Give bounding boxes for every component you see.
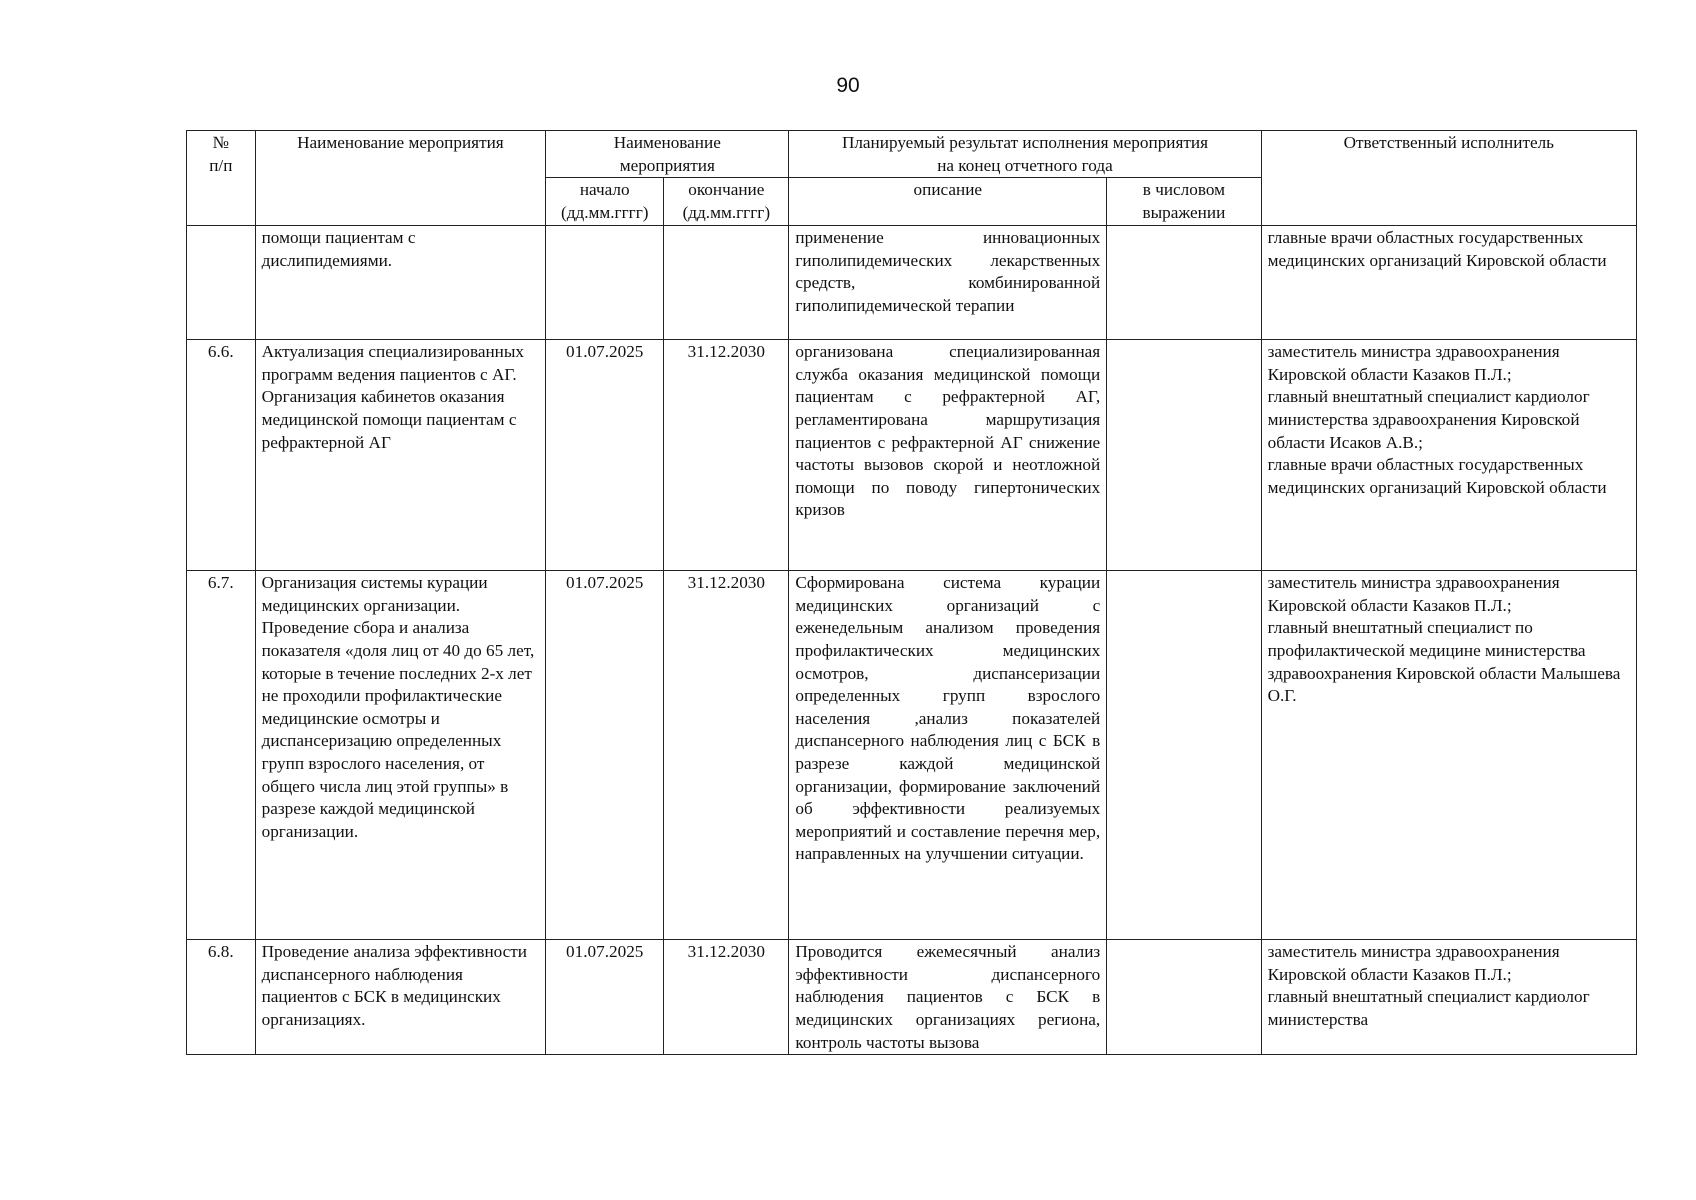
- row-start: 01.07.2025: [546, 940, 664, 1055]
- table-row: [187, 571, 1637, 940]
- row-start: 01.07.2025: [546, 571, 664, 940]
- row-description: применение инновационных гиполипидемических лекарственных средств, комбинированной гиполипидемической терапии: [789, 226, 1107, 340]
- header-end: окончание (дд.мм.гггг): [664, 178, 789, 226]
- row-responsible: заместитель министра здравоохранения Кировской области Казаков П.Л.; главный внештатный специалист кардиолог министерства здравоохранения Кировской области Исаков А.В.; главные врачи областных государственных медицинских организаций Кировской области: [1261, 340, 1636, 571]
- row-description: Проводится ежемесячный анализ эффективности диспансерного наблюдения пациентов с БСК в медицинских организациях региона, контроль частоты вызова: [789, 940, 1107, 1055]
- row-end: 31.12.2030: [664, 340, 789, 571]
- row-numeric: [1107, 226, 1261, 340]
- row-numeric: [1107, 340, 1261, 571]
- row-start: 01.07.2025: [546, 340, 664, 571]
- row-num: 6.7.: [187, 571, 256, 940]
- header-period: Наименование мероприятия: [546, 131, 789, 178]
- row-responsible: заместитель министра здравоохранения Кировской области Казаков П.Л.; главный внештатный специалист кардиолог министерства: [1261, 940, 1636, 1055]
- row-responsible: заместитель министра здравоохранения Кировской области Казаков П.Л.; главный внештатный специалист по профилактической медицине министерства здравоохранения Кировской области Малышева О.Г.: [1261, 571, 1636, 940]
- row-num: 6.8.: [187, 940, 256, 1055]
- row-name: помощи пациентам с дислипидемиями.: [255, 226, 546, 340]
- row-description: организована специализированная служба оказания медицинской помощи пациентам с рефрактерной АГ, регламентирована маршрутизация пациентов с рефрактерной АГ снижение частоты вызовов скорой и неотложной помощи по поводу гипертонических кризов: [789, 340, 1107, 571]
- header-numeric: в числовом выражении: [1107, 178, 1261, 226]
- header-name: Наименование мероприятия: [255, 131, 546, 226]
- row-end: 31.12.2030: [664, 571, 789, 940]
- measures-table: [186, 130, 1637, 1055]
- table-row: [187, 340, 1637, 571]
- row-start: [546, 226, 664, 340]
- row-name: Организация системы курации медицинских организации. Проведение сбора и анализа показателя «доля лиц от 40 до 65 лет, которые в течение последних 2-х лет не проходили профилактические медицинские осмотры и диспансеризацию определенных групп взрослого населения, от общего числа лиц этой группы» в разрезе каждой медицинской организации.: [255, 571, 546, 940]
- header-description: описание: [789, 178, 1107, 226]
- table-row: [187, 940, 1637, 1055]
- header-start: начало (дд.мм.гггг): [546, 178, 664, 226]
- row-name: Проведение анализа эффективности диспансерного наблюдения пациентов с БСК в медицинских организациях.: [255, 940, 546, 1055]
- row-num: [187, 226, 256, 340]
- row-responsible: главные врачи областных государственных медицинских организаций Кировской области: [1261, 226, 1636, 340]
- table-header: [187, 131, 1637, 226]
- page-number: 90: [836, 74, 860, 97]
- row-name: Актуализация специализированных программ ведения пациентов с АГ. Организация кабинетов оказания медицинской помощи пациентам с рефрактерной АГ: [255, 340, 546, 571]
- row-end: [664, 226, 789, 340]
- header-result: Планируемый результат исполнения мероприятия на конец отчетного года: [789, 131, 1261, 178]
- header-responsible: Ответственный исполнитель: [1261, 131, 1636, 226]
- row-numeric: [1107, 940, 1261, 1055]
- row-description: Сформирована система курации медицинских организаций с еженедельным анализом проведения профилактических медицинских осмотров, диспансеризации определенных групп взрослого населения ,анализ показателей диспансерного наблюдения лиц с БСК в разрезе каждой медицинской организации, формирование заключений об эффективности реализуемых мероприятий и составление перечня мер, направленных на улучшении ситуации.: [789, 571, 1107, 940]
- row-num: 6.6.: [187, 340, 256, 571]
- header-num: № п/п: [187, 131, 256, 226]
- row-end: 31.12.2030: [664, 940, 789, 1055]
- row-numeric: [1107, 571, 1261, 940]
- table-row: [187, 226, 1637, 340]
